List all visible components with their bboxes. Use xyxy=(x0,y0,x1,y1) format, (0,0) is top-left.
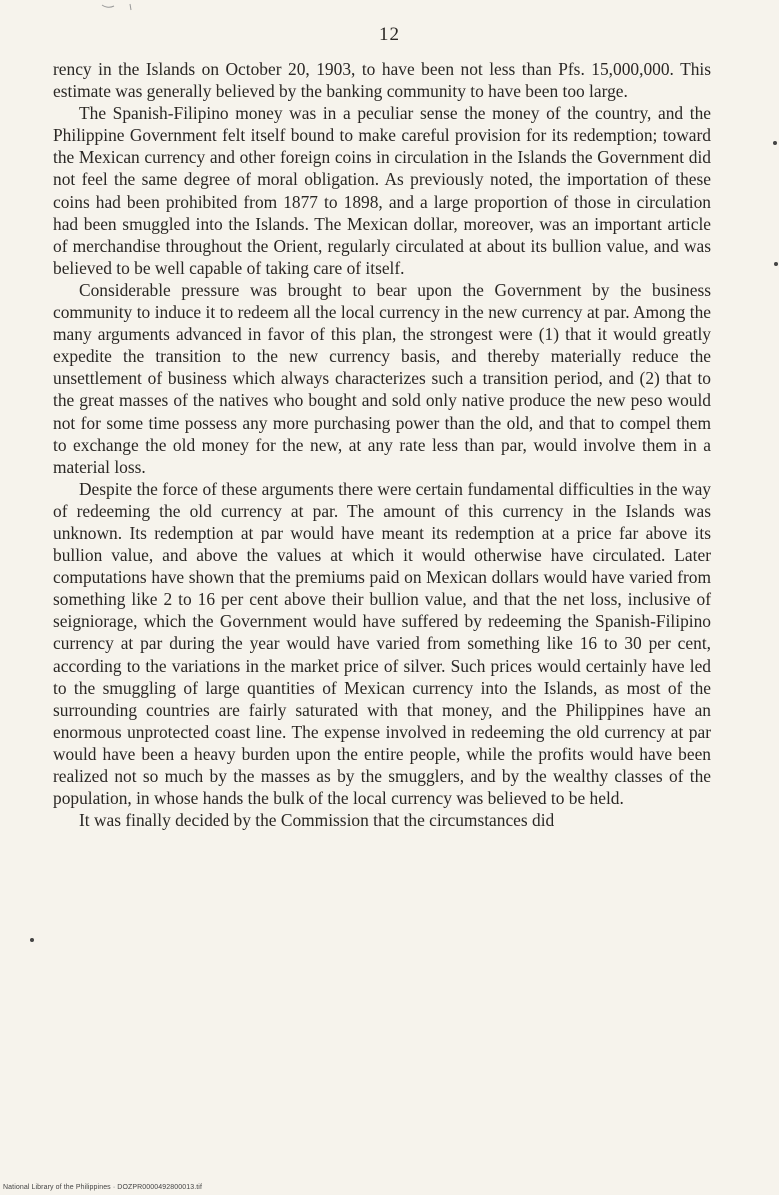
body-text xyxy=(53,58,711,831)
scan-speck xyxy=(774,262,778,266)
paragraph: The Spanish-Filipino money was in a peculiar sense the money of the country, and the Philippine Government felt itself bound to make careful provision for its redemption; toward the Mexican currency and other foreign coins in circulation in the Islands the Government did not feel the same degree of moral obligation. As previously noted, the importation of these coins had been prohibited from 1877 to 1898, and a large proportion of those in circulation had been smuggled into the Islands. The Mexican dollar, moreover, was an important article of merchandise throughout the Orient, regularly circulated at about its bullion value, and was believed to be well capable of taking care of itself. xyxy=(53,103,711,278)
scan-speck xyxy=(773,141,777,145)
scan-scratch xyxy=(100,0,140,10)
scan-speck xyxy=(30,938,34,942)
paragraph-continuation: rency in the Islands on October 20, 1903, to have been not less than Pfs. 15,000,000. This estimate was generally believed by the banking community to have been too large. xyxy=(53,59,711,102)
scan-footer: National Library of the Philippines · DOZPR0000492800013.tif xyxy=(3,1184,203,1191)
page-number: 12 xyxy=(379,24,400,45)
paragraph: It was finally decided by the Commission that the circumstances did xyxy=(79,810,555,831)
paragraph: Considerable pressure was brought to bear upon the Government by the business community to induce it to redeem all the local currency in the new currency at par. Among the many arguments advanced in favor of this plan, the strongest were (1) that it would greatly expedite the transition to the new currency basis, and thereby materially reduce the unsettlement of business which always characterizes such a transition period, and (2) that to the great masses of the natives who bought and sold only native produce the new peso would not for some time possess any more purchasing power than the old, and that to compel them to exchange the old money for the new, at any rate less than par, would involve them in a material loss. xyxy=(53,279,711,477)
paragraph: Despite the force of these arguments there were certain fundamental difficulties in the way of redeeming the old currency at par. The amount of this currency in the Islands was unknown. Its redemption at par would have meant its redemption at a price far above its bullion value, and above the values at which it would otherwise have circulated. Later computations have shown that the premiums paid on Mexican dollars would have varied from something like 2 to 16 per cent above their bullion value, and that the net loss, inclusive of seigniorage, which the Government would have suffered by redeeming the Spanish-Filipino currency at par during the year would have varied from something like 16 to 30 per cent, according to the variations in the market price of silver. Such prices would certainly have led to the smuggling of large quantities of Mexican currency into the Islands, as most of the surrounding countries are fairly saturated with that money, and the Philippines have an enormous unprotected coast line. The expense involved in redeeming the old currency at par would have been a heavy burden upon the entire people, while the profits would have been realized not so much by the masses as by the smugglers, and by the wealthy classes of the population, in whose hands the bulk of the local currency was believed to be held. xyxy=(53,478,711,809)
